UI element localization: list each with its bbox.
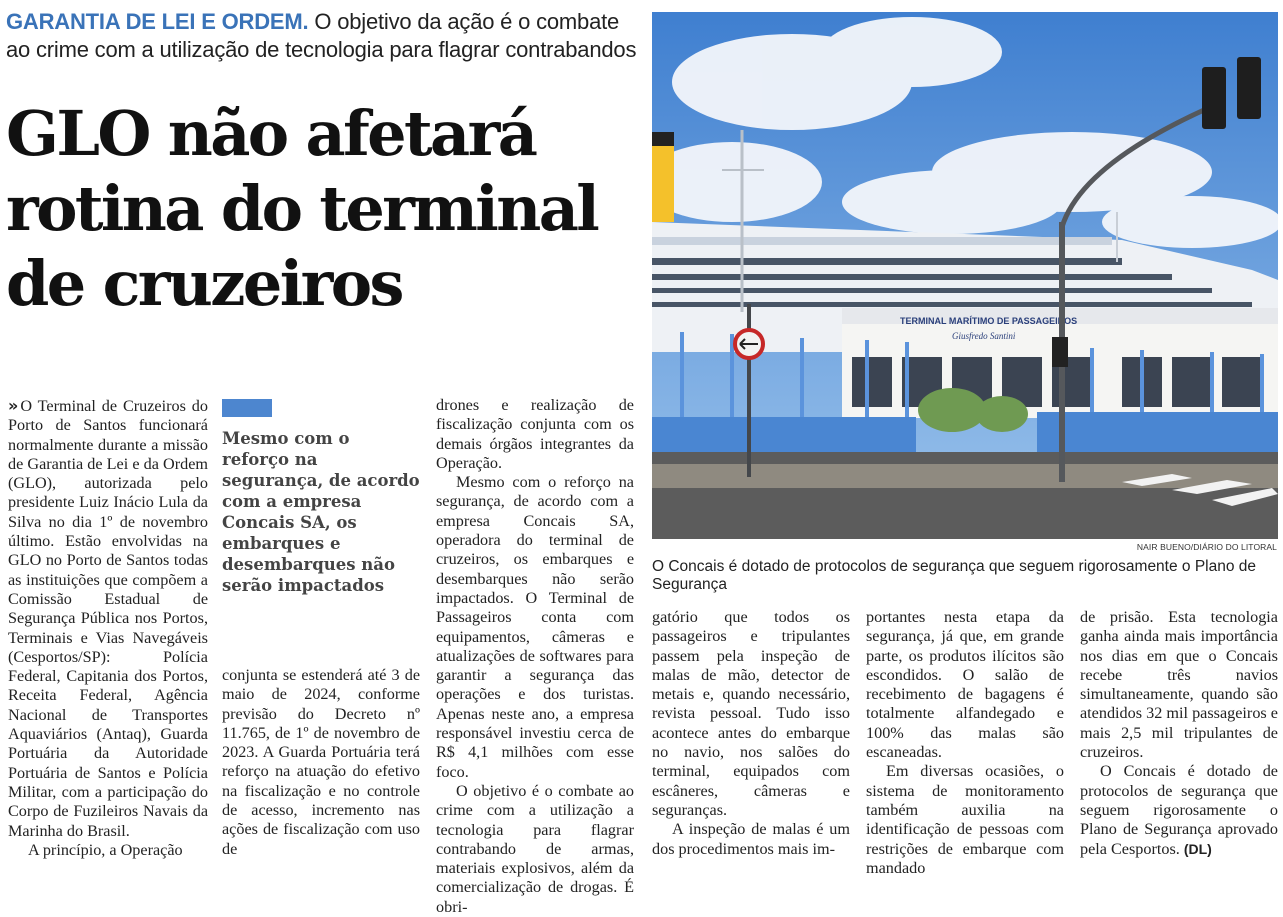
- article-column-6: [1080, 608, 1278, 859]
- kicker-text: O objetivo da ação é o combate ao crime com a utilização de tecnologia para flagrar contrabandos: [6, 9, 637, 62]
- article-column-1: [8, 396, 208, 860]
- building-subsign: Giusfredo Santini: [952, 331, 1016, 341]
- body-paragraph: conjunta se estenderá até 3 de maio de 2024, conforme previsão do Decreto nº 11.765, de 1º de novembro de 2023. A Guarda Portuária terá reforço na atuação do efetivo na fiscalização e no controle de acesso, incremento nas ações de fiscalização com uso de: [222, 666, 420, 858]
- building-sign: TERMINAL MARÍTIMO DE PASSAGEIROS: [900, 316, 1078, 326]
- headline-line-2: rotina do terminal: [6, 172, 598, 245]
- body-paragraph: O Concais é dotado de protocolos de segurança que seguem rigorosamente o Plano de Segurança aprovado pela Cesportos.: [1080, 762, 1278, 858]
- headline-line-1: GLO não afetará: [6, 97, 536, 170]
- pullquote: Mesmo com o reforço na segurança, de acordo com a empresa Concais SA, os embarques e desembarques não serão impactados: [222, 429, 420, 595]
- body-paragraph: O Terminal de Cruzeiros do Porto de Santos funcionará normalmente durante a missão de Garantia de Lei e da Ordem (GLO), autorizada pelo presidente Luiz Inácio Lula da Silva no dia 1º de novembro último. Estão envolvidas na GLO no Porto de Santos todas as instituições que compõem a Comissão Estadual de Segurança Pública nos Portos, Terminais e Vias Navegáveis (Cesportos/SP): Polícia Federal, Capitania dos Portos, Receita Federal, Agência Nacional de Transportes Aquaviários (Antaq), Guarda Portuária da Autoridade Portuária de Santos e Polícia Militar, com a participação do Corpo de Fuzileiros Navais da Marinha do Brasil.: [8, 397, 208, 840]
- headline: [6, 96, 646, 321]
- body-paragraph: A princípio, a Operação: [28, 840, 183, 859]
- headline-line-3: de cruzeiros: [6, 247, 402, 320]
- body-paragraph: de prisão. Esta tecnologia ganha ainda mais importância nos dias em que o Concais recebe três navios simultaneamente, quando são atendidos 32 mil passageiros e mais 2,5 mil tripulantes de cruzeiros.: [1080, 608, 1278, 762]
- kicker: [6, 8, 646, 64]
- body-paragraph: O objetivo é o combate ao crime com a utilização a tecnologia para flagrar contrabando de armas, materiais explosivos, além da comercialização de drogas. É obri-: [436, 781, 634, 916]
- body-paragraph: portantes nesta etapa da segurança, já que, em grande parte, os produtos ilícitos são escondidos. O salão de recebimento de bagagens é totalmente alfandegado e 100% das malas são escaneadas.: [866, 608, 1064, 762]
- chevron-right-icon: »: [8, 396, 19, 415]
- article-column-5: [866, 608, 1064, 878]
- photo-caption: O Concais é dotado de protocolos de segurança que seguem rigorosamente o Plano de Segurança: [652, 558, 1257, 593]
- body-paragraph: drones e realização de fiscalização conjunta com os demais órgãos integrantes da Operação.: [436, 396, 634, 472]
- photo-credit: NAIR BUENO/DIÁRIO DO LITORAL: [1136, 542, 1277, 552]
- kicker-label: GARANTIA DE LEI E ORDEM.: [6, 9, 309, 34]
- pullquote-accent-bar: [222, 399, 272, 417]
- body-paragraph: Em diversas ocasiões, o sistema de monitoramento também auxilia na identificação de pessoas com restrições de embarque com mandado: [866, 762, 1064, 877]
- article-column-4: [652, 608, 850, 859]
- body-paragraph: gatório que todos os passageiros e tripulantes passem pela inspeção de malas de mão, detector de metais e, quando necessário, revista pessoal. Tudo isso acontece antes do embarque no navio, nos salões do terminal, equipados com escâneres, câmeras e seguranças.: [652, 608, 850, 819]
- article-column-2: [222, 666, 420, 859]
- cruise-terminal-photo: [652, 12, 1278, 539]
- author-signature: (DL): [1183, 840, 1212, 857]
- body-paragraph: Mesmo com o reforço na segurança, de acordo com a empresa Concais SA, operadora do terminal de cruzeiros, os embarques e desembarques não serão impactados. O Terminal de Passageiros conta com equipamentos, câmeras e atualizações de softwares para garantir a segurança das operações e dos turistas. Apenas neste ano, a empresa responsável investiu cerca de R$ 4,1 milhões com esse foco.: [436, 473, 634, 781]
- body-paragraph: A inspeção de malas é um dos procedimentos mais im-: [652, 820, 850, 858]
